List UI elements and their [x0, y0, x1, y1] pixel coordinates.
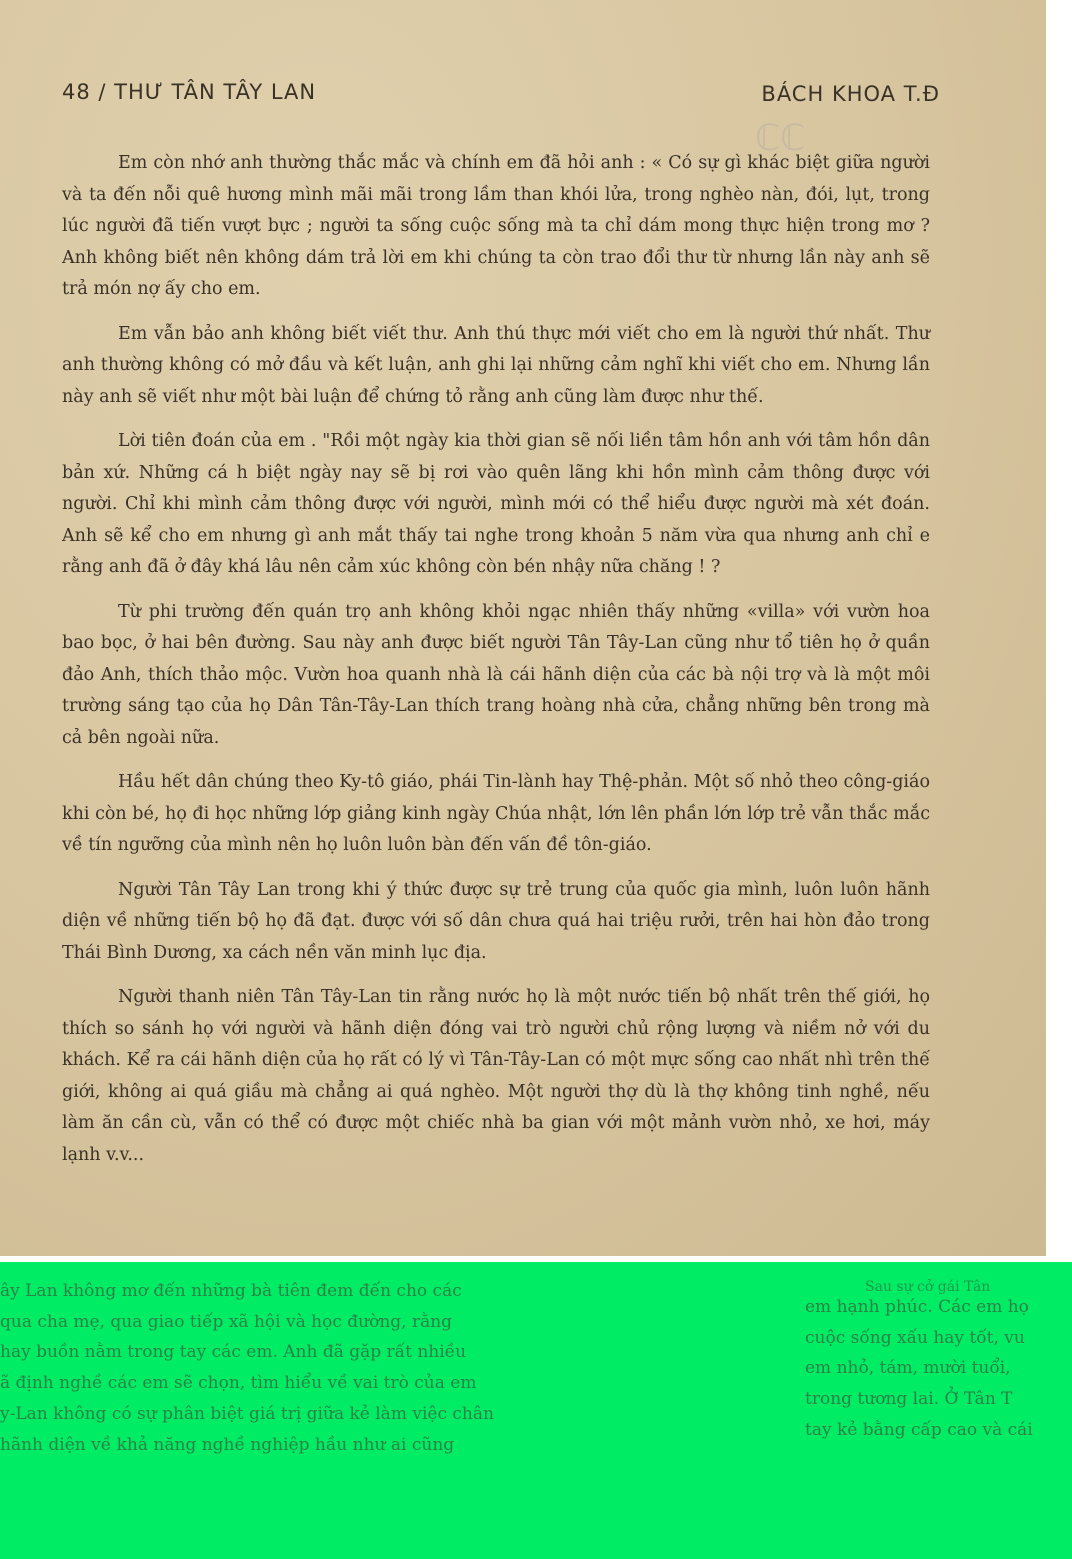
overlay-left-line: ây Lan không mơ đến những bà tiên đem đến cho các	[0, 1281, 462, 1301]
paragraph-6: Người Tân Tây Lan trong khi ý thức được sự trẻ trung của quốc gia mình, luôn luôn hãnh diện về những tiến bộ họ đã đạt. được với số dân chưa quá hai triệu rưởi, trên hai hòn đảo trong Thái Bình Dương, xa cách nền văn minh lục địa.	[62, 879, 930, 963]
overlay-left-line: qua cha mẹ, qua giao tiếp xã hội và học đường, rằng	[0, 1311, 453, 1332]
overlay-right-line: tay kẻ bằng cấp cao và cái	[805, 1419, 1033, 1440]
overlay-right-line: cuộc sống xấu hay tốt, vu	[805, 1327, 1025, 1348]
paragraph-5: Hầu hết dân chúng theo Ky-tô giáo, phái Tin-lành hay Thệ-phản. Một số nhỏ theo công-giáo khi còn bé, họ đi học những lớp giảng kinh ngày Chúa nhật, lớn lên phần lớn lớp trẻ vẫn thắc mắc về tín ngưỡng của mình nên họ luôn luôn bàn đến vấn đề tôn-giáo.	[62, 772, 930, 855]
paragraph-7: Người thanh niên Tân Tây-Lan tin rằng nước họ là một nước tiến bộ nhất trên thế giới, họ thích so sánh họ với người và hãnh diện đóng vai trò người chủ rộng lượng và niềm nở với du khách. Kể ra cái hãnh diện của họ rất có lý vì Tân-Tây-Lan có một mực sống cao nhất nhì trên thế giới, không ai quá giầu mà chẳng ai quá nghèo. Một người thợ dù là thợ không tinh nghề, nếu làm ăn cần cù, vẫn có thể có được một chiếc nhà ba gian với một mảnh vườn nhỏ, xe hơi, máy lạnh v.v...	[62, 987, 930, 1165]
overlay-left-line: hay buồn nằm trong tay các em. Anh đã gặp rất nhiều	[0, 1342, 467, 1363]
overlay-text-right	[805, 1279, 1072, 1446]
overlay-left-line: y-Lan không có sự phân biệt giá trị giữa kẻ làm việc chân	[0, 1403, 494, 1424]
overlay-right-top: Sau sự cở gái Tân	[865, 1279, 991, 1295]
paragraph-3: Lời tiên đoán của em . "Rồi một ngày kia thời gian sẽ nối liền tâm hồn anh với tâm hồn dân bản xứ. Những cá h biệt ngày nay sẽ bị rơi vào quên lãng khi hồn mình cảm thông được với người. Chỉ khi mình cảm thông được với người, mình mới có thể hiểu được người mà xét đoán. Anh sẽ kể cho em nhưng gì anh mắt thấy tai nghe trong khoản 5 năm vừa qua nhưng anh chỉ e rằng anh đã ở đây khá lâu nên cảm xúc không còn bén nhậy nữa chăng ! ?	[62, 431, 930, 577]
paragraph-2: Em vẫn bảo anh không biết viết thư. Anh thú thực mới viết cho em là người thứ nhất. Thư anh thường không có mở đầu và kết luận, anh ghi lại những cảm nghĩ khi viết cho em. Nhưng lần này anh sẽ viết như một bài luận để chứng tỏ rằng anh cũng làm được như thế.	[62, 323, 930, 407]
paragraph-1: Em còn nhớ anh thường thắc mắc và chính em đã hỏi anh : « Có sự gì khác biệt giữa người và ta đến nỗi quê hương mình mãi mãi trong lầm than khói lửa, trong nghèo nàn, đói, lụt, trong lúc người đã tiến vượt bực ; người ta sống cuộc sống mà ta chỉ dám mong thực hiện trong mơ ? Anh không biết nên không dám trả lời em khi chúng ta còn trao đổi thư từ nhưng lần này anh sẽ trả món nợ ấy cho em.	[62, 153, 930, 299]
overlay-left-line: hãnh diện về khả năng nghề nghiệp hầu như ai cũng	[0, 1434, 455, 1455]
overlay-right-line: em hạnh phúc. Các em họ	[805, 1297, 1029, 1317]
overlay-right-line: trong tương lai. Ở Tân T	[805, 1389, 1013, 1410]
article-body	[62, 148, 930, 1184]
publication-name: BÁCH KHOA T.Đ	[761, 82, 940, 106]
paragraph-4: Từ phi trường đến quán trọ anh không khỏi ngạc nhiên thấy những «villa» với vườn hoa bao bọc, ở hai bên đường. Sau này anh được biết người Tân Tây-Lan cũng như tổ tiên họ ở quần đảo Anh, thích thảo mộc. Vườn hoa quanh nhà là cái hãnh diện của các bà nội trợ và là một môi trường sáng tạo của họ Dân Tân-Tây-Lan thích trang hoàng nhà cửa, chẳng những bên trong mà cả bên ngoài nữa.	[62, 601, 930, 748]
page-header	[62, 80, 940, 114]
overlay-left-line: ã định nghề các em sẽ chọn, tìm hiểu về vai trò của em	[0, 1373, 477, 1394]
overlay-text-left	[0, 1276, 600, 1460]
page-edge	[1046, 0, 1060, 1258]
page-title: 48 / THƯ TÂN TÂY LAN	[62, 80, 317, 104]
overlay-right-line: em nhỏ, tám, mười tuổi,	[805, 1358, 1011, 1379]
handwritten-mark-icon: ℂℂ	[755, 118, 806, 159]
